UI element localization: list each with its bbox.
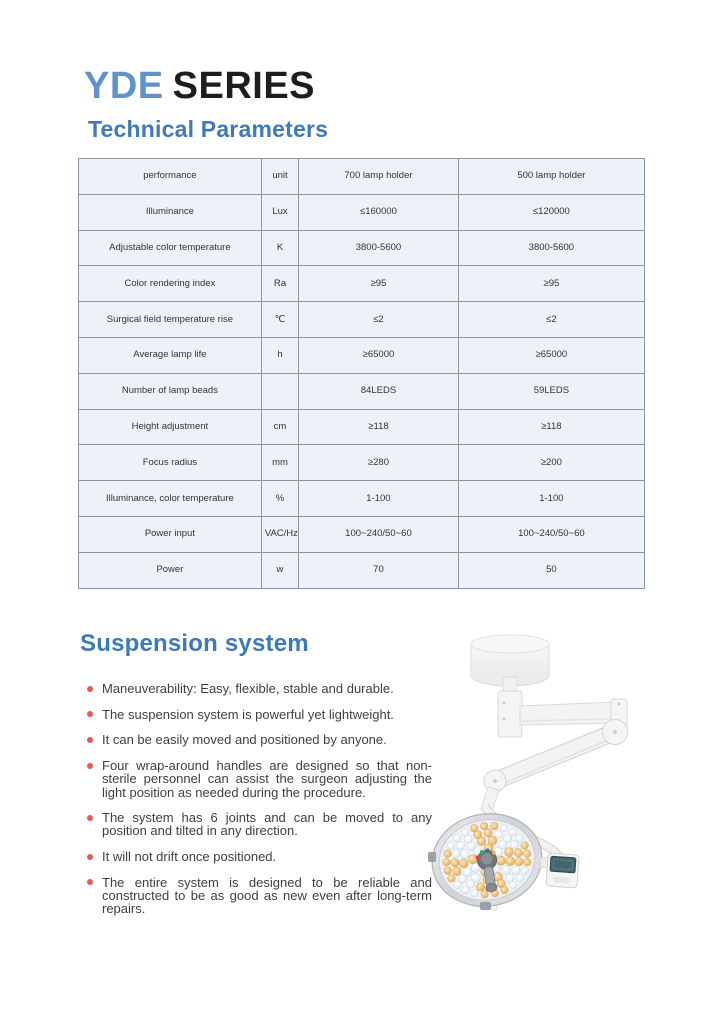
table-cell: ≥65000 xyxy=(458,337,644,373)
table-cell: cm xyxy=(261,409,298,445)
table-cell: mm xyxy=(261,445,298,481)
control-panel xyxy=(539,853,579,889)
table-cell: ≥95 xyxy=(299,266,459,302)
table-cell: Adjustable color temperature xyxy=(79,230,262,266)
table-cell: ℃ xyxy=(261,302,298,338)
section-title-technical-parameters: Technical Parameters xyxy=(88,116,329,142)
table-cell: ≤2 xyxy=(458,302,644,338)
bullet-item: Maneuverability: Easy, flexible, stable and durable. xyxy=(86,682,432,695)
lamp-head xyxy=(425,806,548,914)
table-cell: ≤120000 xyxy=(458,194,644,230)
bullet-item: It will not drift once positioned. xyxy=(86,850,432,863)
table-row xyxy=(79,481,645,517)
table-cell: 70 xyxy=(299,552,459,588)
table-cell: ≤160000 xyxy=(299,194,459,230)
technical-parameters-table xyxy=(78,158,645,589)
table-cell: w xyxy=(261,552,298,588)
rim-nub-left xyxy=(428,852,436,862)
table-cell: 50 xyxy=(458,552,644,588)
table-header-cell: performance xyxy=(79,159,262,195)
table-header-cell: 700 lamp holder xyxy=(299,159,459,195)
bullet-item: It can be easily moved and positioned by anyone. xyxy=(86,733,432,746)
section-title-suspension-system: Suspension system xyxy=(80,630,309,657)
table-cell: 1-100 xyxy=(458,481,644,517)
table-cell: ≥118 xyxy=(299,409,459,445)
table-row xyxy=(79,230,645,266)
table-cell: 59LEDS xyxy=(458,373,644,409)
table-row xyxy=(79,194,645,230)
table-cell: 100~240/50~60 xyxy=(458,516,644,552)
series-name-blue: YDE xyxy=(84,65,164,107)
table-cell xyxy=(261,373,298,409)
table-header-row xyxy=(79,159,645,195)
table-cell: 3800-5600 xyxy=(299,230,459,266)
table-cell: Ra xyxy=(261,266,298,302)
surgical-lamp-svg xyxy=(420,633,710,973)
table-row xyxy=(79,445,645,481)
table-cell: K xyxy=(261,230,298,266)
rim-nub-bottom xyxy=(480,902,491,910)
table-row xyxy=(79,373,645,409)
table-cell: 3800-5600 xyxy=(458,230,644,266)
table-cell: Height adjustment xyxy=(79,409,262,445)
table-cell: Average lamp life xyxy=(79,337,262,373)
surgical-lamp-illustration xyxy=(420,633,710,973)
table-row xyxy=(79,337,645,373)
table-cell: VAC/Hz xyxy=(261,516,298,552)
bullet-item: Four wrap-around handles are designed so that non-sterile personnel can assist the surgeon adjusting the light position as needed during the procedure. xyxy=(86,759,432,799)
table-row xyxy=(79,266,645,302)
table-cell: Color rendering index xyxy=(79,266,262,302)
table-cell: ≥95 xyxy=(458,266,644,302)
table-cell: Surgical field temperature rise xyxy=(79,302,262,338)
table-cell: 100~240/50~60 xyxy=(299,516,459,552)
table-row xyxy=(79,409,645,445)
table-cell: ≥280 xyxy=(299,445,459,481)
table-row xyxy=(79,552,645,588)
table-cell: 84LEDS xyxy=(299,373,459,409)
table-cell: Lux xyxy=(261,194,298,230)
table-cell: Illuminance xyxy=(79,194,262,230)
bullet-item: The system has 6 joints and can be moved to any position and tilted in any direction. xyxy=(86,811,432,837)
table-cell: h xyxy=(261,337,298,373)
bullet-item: The entire system is designed to be reliable and constructed to be as good as new even after long-term repairs. xyxy=(86,876,432,916)
table-cell: Number of lamp beads xyxy=(79,373,262,409)
table-cell: ≤2 xyxy=(299,302,459,338)
suspension-bullet-list xyxy=(86,682,432,928)
table-header-cell: unit xyxy=(261,159,298,195)
table-header-cell: 500 lamp holder xyxy=(458,159,644,195)
table-cell: Illuminance, color temperature xyxy=(79,481,262,517)
table-cell: Power xyxy=(79,552,262,588)
page-title xyxy=(84,66,315,108)
table-cell: % xyxy=(261,481,298,517)
table-cell: ≥118 xyxy=(458,409,644,445)
table-row xyxy=(79,302,645,338)
table-cell: Power input xyxy=(79,516,262,552)
table-row xyxy=(79,516,645,552)
table-cell: Focus radius xyxy=(79,445,262,481)
series-name-dark: SERIES xyxy=(172,65,316,107)
table-cell: ≥65000 xyxy=(299,337,459,373)
table-cell: 1-100 xyxy=(299,481,459,517)
table-cell: ≥200 xyxy=(458,445,644,481)
bullet-item: The suspension system is powerful yet lightweight. xyxy=(86,708,432,721)
